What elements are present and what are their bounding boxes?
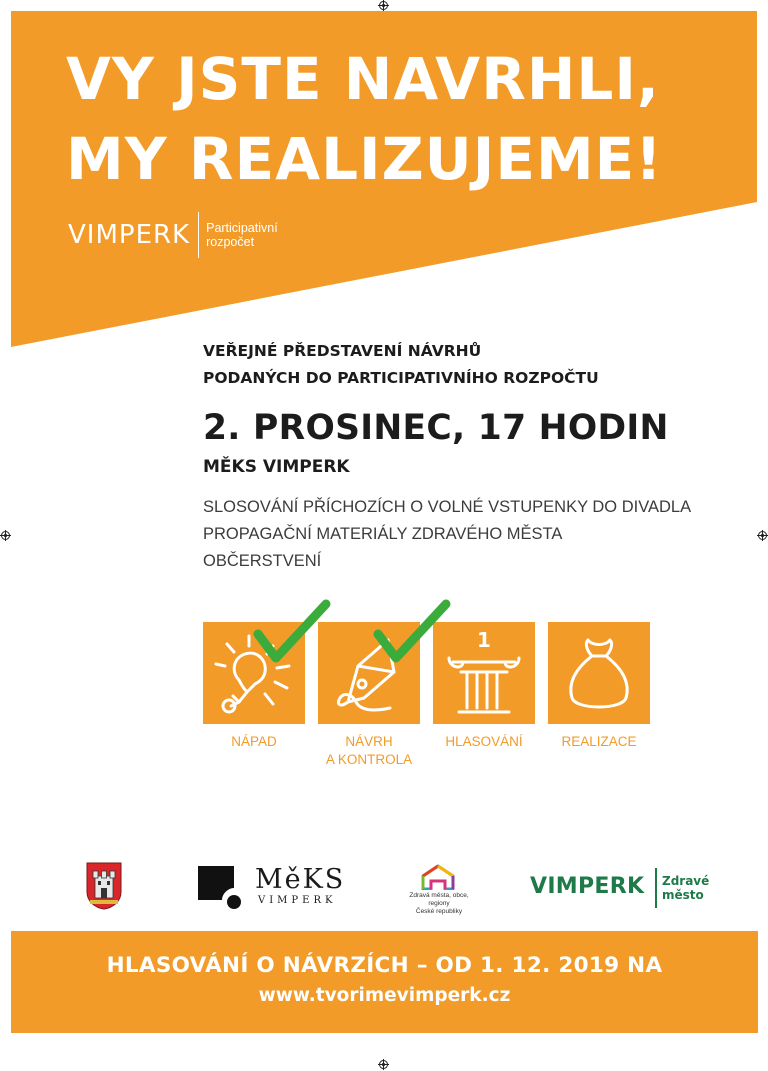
event-venue: MĚKS VIMPERK (203, 457, 350, 477)
zdrava-mesta-caption (402, 892, 476, 916)
hero-title-line-2: MY REALIZUJEME! (66, 125, 663, 193)
brand-divider (198, 212, 199, 258)
vimperk-coat-of-arms (86, 862, 122, 910)
registration-mark-right (757, 530, 768, 541)
brand-sub-line-2: rozpočet (206, 235, 255, 249)
step-label-line: REALIZACE (561, 734, 637, 749)
footer-banner (11, 931, 758, 1033)
vimperk-zdrave-mesto-sub (662, 874, 709, 902)
step-realizace-tile (548, 622, 650, 724)
event-program-list (203, 494, 691, 575)
step-label-line: HLASOVÁNÍ (445, 734, 523, 749)
meks-logo-mark (198, 866, 244, 910)
meks-logo-text: MěKS (255, 864, 346, 895)
step-label-realizace (529, 733, 669, 751)
checkmark-icon (372, 598, 452, 664)
event-program-item: PROPAGAČNÍ MATERIÁLY ZDRAVÉHO MĚSTA (203, 525, 563, 543)
zdrava-mesta-caption-line: Zdravá města, obce, regiony (409, 892, 469, 907)
participativni-rozpocet-logo (68, 212, 278, 258)
brand-subtitle (206, 221, 278, 249)
meks-logo-sub: VIMPERK (258, 895, 337, 906)
zdrava-mesta-logo (421, 864, 455, 890)
event-heading-line-2: PODANÝCH DO PARTICIPATIVNÍHO ROZPOČTU (203, 369, 599, 387)
step-number-badge: 1 (477, 628, 491, 652)
footer-website-link[interactable]: www.tvorimevimperk.cz (258, 985, 511, 1006)
vimperk-zdrave-mesto-name: VIMPERK (530, 874, 645, 899)
event-heading-line-1: VEŘEJNÉ PŘEDSTAVENÍ NÁVRHŮ (203, 342, 482, 360)
event-date: 2. PROSINEC, 17 HODIN (203, 408, 669, 448)
registration-mark-left (0, 530, 11, 541)
zdrava-mesta-caption-line: České republiky (415, 908, 463, 915)
money-bag-icon (548, 622, 650, 724)
vz-sub-line: město (662, 888, 704, 902)
event-program-item: OBČERSTVENÍ (203, 552, 322, 570)
footer-voting-text: HLASOVÁNÍ O NÁVRZÍCH – OD 1. 12. 2019 NA (106, 953, 663, 978)
step-label-line: A KONTROLA (325, 752, 413, 767)
checkmark-icon (252, 598, 332, 664)
brand-name: VIMPERK (68, 220, 191, 250)
hero-title-line-1: VY JSTE NAVRHLI, (66, 45, 660, 113)
vz-sub-line: Zdravé (662, 874, 710, 888)
step-label-line: NÁVRH (345, 734, 393, 749)
registration-mark-bottom (378, 1059, 389, 1070)
brand-sub-line-1: Participativní (206, 221, 278, 235)
event-program-item: SLOSOVÁNÍ PŘÍCHOZÍCH O VOLNÉ VSTUPENKY DO DIVADLA (203, 498, 692, 516)
vimperk-zdrave-mesto-divider (655, 868, 657, 908)
step-label-line: NÁPAD (231, 734, 277, 749)
